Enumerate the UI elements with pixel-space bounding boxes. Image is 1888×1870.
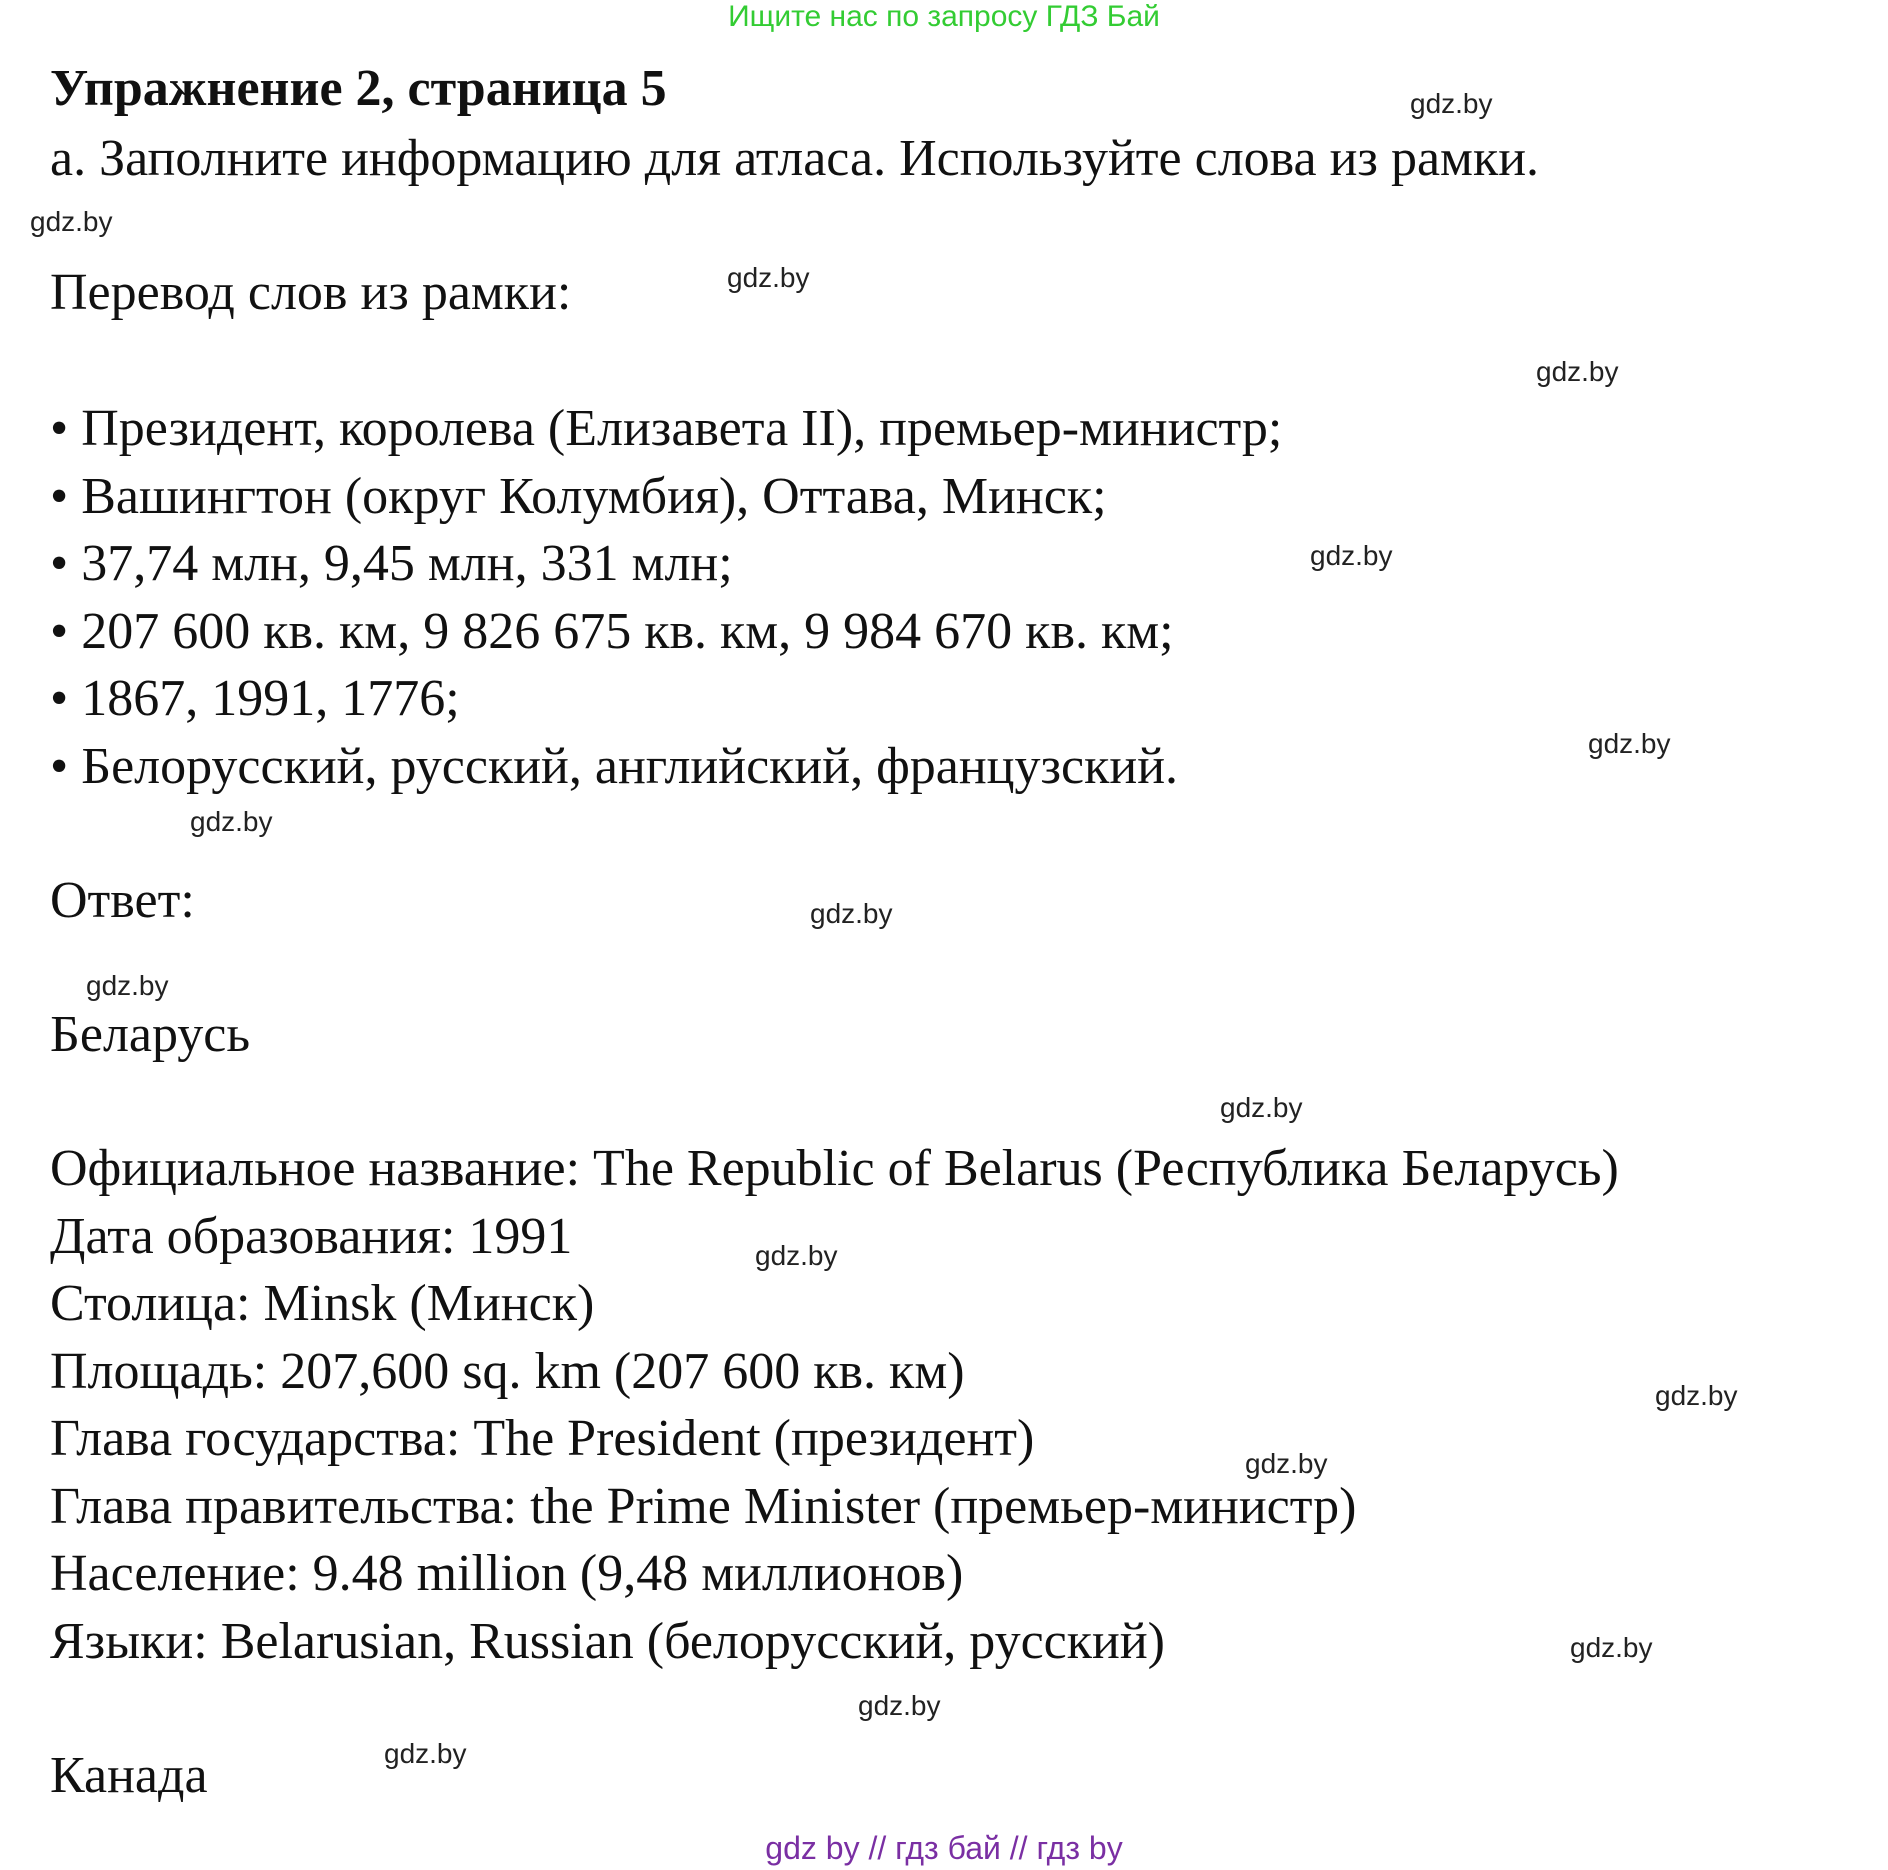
canada-heading: Канада xyxy=(50,1747,208,1804)
belarus-heading: Беларусь xyxy=(50,1006,251,1063)
watermark: gdz.by xyxy=(1570,1632,1653,1663)
belarus-info-line: Дата образования: 1991 xyxy=(50,1208,573,1265)
translation-item: • 1867, 1991, 1776; xyxy=(50,670,460,727)
watermark: gdz.by xyxy=(858,1690,941,1721)
exercise-title: Упражнение 2, страница 5 xyxy=(50,60,667,117)
task-text: а. Заполните информацию для атласа. Используйте слова из рамки. xyxy=(50,130,1540,187)
translation-heading: Перевод слов из рамки: xyxy=(50,264,572,321)
belarus-info-line: Столица: Minsk (Минск) xyxy=(50,1275,595,1332)
translation-item: • 37,74 млн, 9,45 млн, 331 млн; xyxy=(50,535,733,592)
watermark: gdz.by xyxy=(810,898,893,929)
watermark: gdz.by xyxy=(190,806,273,837)
watermark: gdz.by xyxy=(86,970,169,1001)
belarus-info-line: Официальное название: The Republic of Belarus (Республика Беларусь) xyxy=(50,1140,1619,1197)
watermark: gdz.by xyxy=(1245,1448,1328,1479)
watermark: gdz.by xyxy=(1655,1380,1738,1411)
belarus-info-line: Глава правительства: the Prime Minister (премьер-министр) xyxy=(50,1478,1357,1535)
watermark: gdz.by xyxy=(727,262,810,293)
watermark: gdz.by xyxy=(384,1738,467,1769)
footer-watermark: gdz by // гдз бай // гдз by xyxy=(765,1830,1123,1866)
belarus-info-line: Население: 9.48 million (9,48 миллионов) xyxy=(50,1545,964,1602)
translation-item: • Президент, королева (Елизавета II), премьер-министр; xyxy=(50,400,1283,457)
watermark: gdz.by xyxy=(30,206,113,237)
watermark: gdz.by xyxy=(1536,356,1619,387)
translation-item: • Вашингтон (округ Колумбия), Оттава, Минск; xyxy=(50,468,1107,525)
watermark: gdz.by xyxy=(1410,88,1493,119)
belarus-info-line: Языки: Belarusian, Russian (белорусский, русский) xyxy=(50,1613,1165,1670)
top-banner: Ищите нас по запросу ГДЗ Бай xyxy=(728,0,1160,33)
watermark: gdz.by xyxy=(1220,1092,1303,1123)
watermark: gdz.by xyxy=(755,1240,838,1271)
watermark: gdz.by xyxy=(1588,728,1671,759)
watermark: gdz.by xyxy=(1310,540,1393,571)
belarus-info-line: Глава государства: The President (президент) xyxy=(50,1410,1035,1467)
answer-heading: Ответ: xyxy=(50,872,195,929)
translation-item: • Белорусский, русский, английский, французский. xyxy=(50,738,1179,795)
belarus-info-line: Площадь: 207,600 sq. km (207 600 кв. км) xyxy=(50,1343,965,1400)
translation-item: • 207 600 кв. км, 9 826 675 кв. км, 9 984 670 кв. км; xyxy=(50,603,1174,660)
